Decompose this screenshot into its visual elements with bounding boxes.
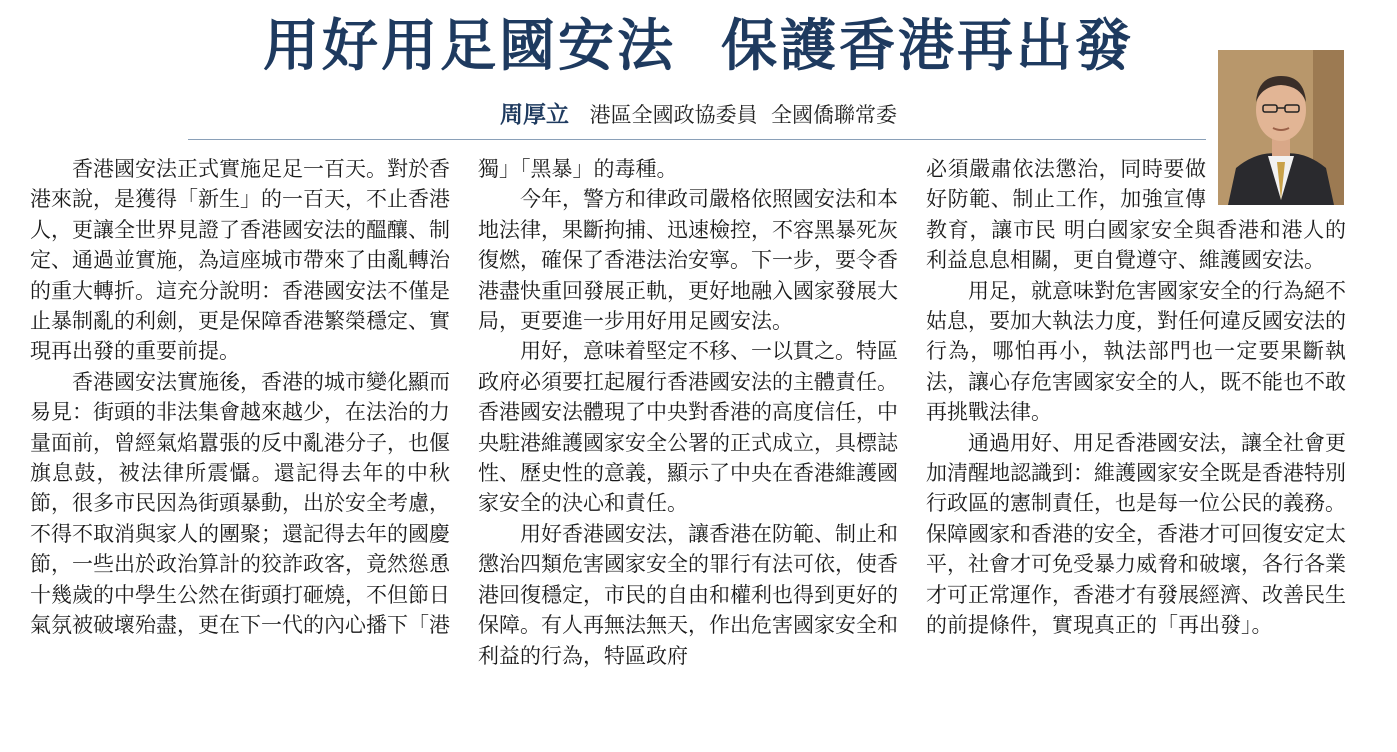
author-name: 周厚立 (499, 102, 569, 128)
paragraph: 今年，警方和律政司嚴格依照國安法和本地法律，果斷拘捕、迅速檢控，不容黑暴死灰復燃，確保了香港法治安寧。下一步，要令香港盡快重回發展正軌，更好地融入國家發展大局，更要進一步用好用足國安法。 (478, 187, 898, 334)
paragraph: 必須嚴肅依法懲治，同時要做好防範、制止工作，加強宣傳教育，讓市民 明白國家安全與香港和港人的利益息息相關，更自覺遵守、維護國安法。 (926, 157, 1346, 273)
article-column-1 (30, 154, 450, 744)
paragraph: 用好香港國安法，讓香港在防範、制止和懲治四類危害國家安全的罪行有法可依，使香港回復穩定，市民的自由和權利也得到更好的保障。有人再無法無天，作出危害國家安全和利益的行為，特區政府 (478, 521, 898, 668)
paragraph: 通過用好、用足香港國安法，讓全社會更加清醒地認識到：維護國家安全既是香港特別行政區的憲制責任，也是每一位公民的義務。保障國家和香港的安全，香港才可回復安定太平，社會才可免受暴力威脅和破壞，各行各業才可正常運作，香港才有發展經濟、改善民生的前提條件，實現真正的「再出發」。 (926, 430, 1346, 638)
paragraph: 用足，就意味對危害國家安全的行為絕不姑息，要加大執法力度，對任何違反國安法的行為，哪怕再小，執法部門也一定要果斷執法，讓心存危害國家安全的人，既不能也不敢再挑戰法律。 (926, 278, 1346, 425)
author-title: 港區全國政協委員 全國僑聯常委 (589, 103, 898, 127)
paragraph: 香港國安法正式實施足足一百天。對於香港來說，是獲得「新生」的一百天，不止香港人，更讓全世界見證了香港國安法的醞釀、制定、通過並實施，為這座城市帶來了由亂轉治的重大轉折。這充分說明：香港國安法不僅是止暴制亂的利劍，更是保障香港繁榮穩定、實現再出發的重要前提。 (30, 157, 450, 364)
byline (0, 100, 1397, 130)
paragraph: 獨」「黑暴」的毒種。 (478, 157, 678, 181)
article-column-3 (926, 154, 1346, 744)
header-divider (188, 139, 1206, 140)
headline: 用好用足國安法 保護香港再出發 (263, 14, 1134, 79)
paragraph: 用好，意味着堅定不移、一以貫之。特區政府必須要扛起履行香港國安法的主體責任。香港國安法體現了中央對香港的高度信任，中央駐港維護國家安全公署的正式成立，具標誌性、歷史性的意義，顯示了中央在香港維護國家安全的決心和責任。 (478, 339, 898, 516)
paragraph: 香港國安法實施後，香港的城市變化顯而易見：街頭的非法集會越來越少，在法治的力量面前，曾經氣焰囂張的反中亂港分子，也偃旗息鼓，被法律所震懾。還記得去年的中秋節，很多市民因為街頭暴動，出於安全考慮，不得不取消與家人的團聚；還記得去年的國慶節，一些出於政治算計的狡詐政客，竟然慫恿十幾歲的中學生公然在街頭打砸燒，不但節日氣氛被破壞殆盡，更在下一代的內心播下「港 (30, 369, 450, 638)
photo-wrap-space (1206, 154, 1346, 214)
article-column-2 (478, 154, 898, 744)
